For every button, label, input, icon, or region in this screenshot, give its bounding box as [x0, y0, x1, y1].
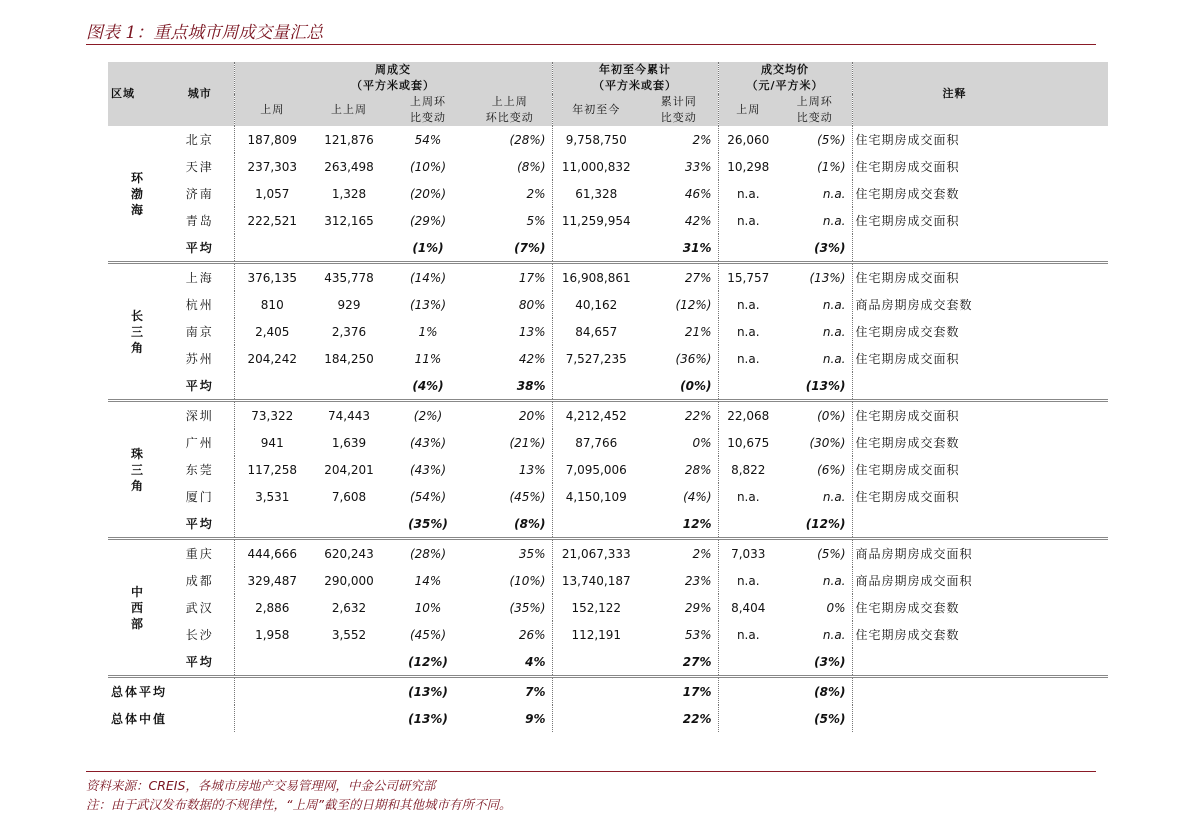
value-cell: (1%) — [817, 159, 846, 174]
value-cell: 10,298 — [718, 153, 778, 180]
value-cell: 2,632 — [331, 600, 367, 615]
value-cell: 312,165 — [324, 213, 374, 228]
note-cell: 住宅期房成交面积 — [852, 207, 1108, 234]
value-cell: (28%) — [388, 539, 468, 568]
value-cell: 237,303 — [234, 153, 310, 180]
value-cell: (30%) — [809, 435, 846, 450]
table-row — [108, 345, 1108, 372]
value-cell: (14%) — [388, 263, 468, 292]
value-cell: (35%) — [509, 600, 546, 615]
city-name: 深圳 — [166, 401, 234, 430]
city-name: 北京 — [185, 133, 214, 147]
value-cell: 11,259,954 — [552, 207, 640, 234]
value-cell: 22,068 — [718, 401, 778, 430]
table-row — [108, 263, 1108, 292]
value-cell: 4,212,452 — [552, 401, 640, 430]
city-name: 苏州 — [185, 352, 214, 366]
note-cell: 住宅期房成交面积 — [852, 401, 1108, 430]
note-cell: 住宅期房成交面积 — [852, 263, 1108, 292]
average-value — [310, 234, 388, 263]
city-name: 武汉 — [185, 601, 214, 615]
summary-label: 总体平均 — [108, 677, 234, 706]
value-cell: (20%) — [409, 186, 447, 201]
value-cell: n.a. — [718, 567, 778, 594]
value-cell: 2% — [692, 132, 712, 147]
value-cell: 112,191 — [552, 621, 640, 648]
value-cell: 40,162 — [552, 291, 640, 318]
average-value: 27% — [682, 654, 712, 669]
average-label: 平均 — [185, 517, 214, 531]
note-cell-empty — [852, 705, 1108, 732]
value-cell: n.a. — [718, 483, 778, 510]
value-cell: (54%) — [409, 489, 447, 504]
value-cell: (10%) — [409, 159, 447, 174]
value-cell: n.a. — [718, 318, 778, 345]
note-cell: 商品房期房成交面积 — [852, 539, 1108, 568]
value-cell: 184,250 — [324, 351, 374, 366]
note-cell: 住宅期房成交套数 — [852, 594, 1108, 621]
average-row — [108, 372, 1108, 401]
value-cell: 2,376 — [331, 324, 367, 339]
header-sub-2: 上周环 比变动 — [388, 94, 468, 126]
average-value — [234, 372, 310, 401]
average-value — [718, 648, 778, 677]
value-cell: 444,666 — [234, 539, 310, 568]
table-row — [108, 318, 1108, 345]
value-cell: (21%) — [509, 435, 546, 450]
average-row — [108, 234, 1108, 263]
average-value — [718, 234, 778, 263]
value-cell: 263,498 — [324, 159, 374, 174]
summary-row — [108, 677, 1108, 706]
value-cell: n.a. — [822, 324, 846, 339]
table-row — [108, 180, 1108, 207]
note-cell: 住宅期房成交面积 — [852, 456, 1108, 483]
average-value — [718, 372, 778, 401]
value-cell: 13,740,187 — [552, 567, 640, 594]
header-region: 区域 — [108, 62, 166, 126]
city-transaction-table — [108, 62, 1108, 732]
value-cell: 941 — [234, 429, 310, 456]
value-cell: 22% — [640, 401, 718, 430]
header-ytd-group: 年初至今累计 （平方米或套） — [552, 62, 718, 94]
summary-value — [234, 705, 310, 732]
note-cell: 住宅期房成交面积 — [852, 153, 1108, 180]
value-cell: 46% — [684, 186, 712, 201]
value-cell: 152,122 — [552, 594, 640, 621]
summary-value — [310, 677, 388, 706]
value-cell: 54% — [414, 132, 442, 147]
region-label: 长 三 角 — [108, 263, 166, 401]
value-cell: 329,487 — [234, 567, 310, 594]
value-cell: 33% — [684, 159, 712, 174]
average-value — [234, 648, 310, 677]
average-value: (12%) — [408, 654, 448, 669]
city-name: 南京 — [185, 325, 214, 339]
header-sub-0: 上周 — [234, 94, 310, 126]
note-cell-empty — [852, 648, 1108, 677]
average-value: (1%) — [412, 240, 444, 255]
average-label: 平均 — [185, 241, 214, 255]
summary-label: 总体中值 — [111, 712, 168, 726]
value-cell: n.a. — [822, 297, 846, 312]
value-cell: 1,328 — [331, 186, 367, 201]
average-value: (8%) — [514, 516, 546, 531]
value-cell: (12%) — [675, 297, 712, 312]
city-name: 济南 — [185, 187, 214, 201]
value-cell: 27% — [640, 263, 718, 292]
average-value: (7%) — [514, 240, 546, 255]
value-cell: 61,328 — [552, 180, 640, 207]
value-cell: (13%) — [409, 297, 447, 312]
value-cell: 1,958 — [234, 621, 310, 648]
average-value: (3%) — [814, 654, 846, 669]
footer-divider — [86, 771, 1096, 772]
value-cell: 10,675 — [718, 429, 778, 456]
value-cell: 87,766 — [552, 429, 640, 456]
average-value — [234, 510, 310, 539]
value-cell: 3,531 — [234, 483, 310, 510]
value-cell: (5%) — [778, 539, 852, 568]
value-cell: 73,322 — [234, 401, 310, 430]
summary-value: 22% — [682, 711, 712, 726]
value-cell: n.a. — [822, 213, 846, 228]
summary-value — [234, 677, 310, 706]
summary-value: (13%) — [408, 711, 448, 726]
value-cell: (6%) — [817, 462, 846, 477]
header-sub-7: 上周环 比变动 — [778, 94, 852, 126]
value-cell: 16,908,861 — [552, 263, 640, 292]
summary-value — [718, 705, 778, 732]
value-cell: 84,657 — [552, 318, 640, 345]
value-cell: (13%) — [778, 263, 852, 292]
table-row — [108, 207, 1108, 234]
header-price-group: 成交均价 （元/平方米） — [718, 62, 852, 94]
value-cell: n.a. — [822, 351, 846, 366]
summary-value: 7% — [468, 677, 552, 706]
value-cell: 35% — [468, 539, 552, 568]
value-cell: n.a. — [822, 186, 846, 201]
note-cell-empty — [852, 372, 1108, 401]
value-cell: 2,405 — [234, 318, 310, 345]
table-row — [108, 429, 1108, 456]
note-cell: 住宅期房成交套数 — [852, 318, 1108, 345]
average-value — [552, 510, 640, 539]
summary-value: (5%) — [814, 711, 846, 726]
average-value — [310, 510, 388, 539]
value-cell: 290,000 — [324, 573, 374, 588]
value-cell: (8%) — [517, 159, 546, 174]
value-cell: 620,243 — [310, 539, 388, 568]
value-cell: n.a. — [822, 573, 846, 588]
value-cell: 80% — [518, 297, 546, 312]
table-row — [108, 126, 1108, 153]
value-cell: 74,443 — [310, 401, 388, 430]
value-cell: 23% — [684, 573, 712, 588]
value-cell: (29%) — [409, 213, 447, 228]
header-weekly-group: 周成交 （平方米或套） — [234, 62, 552, 94]
source-note: 资料来源：CREIS，各城市房地产交易管理网，中金公司研究部 — [86, 778, 436, 793]
value-cell: 53% — [684, 627, 712, 642]
value-cell: 10% — [414, 600, 442, 615]
value-cell: 7,527,235 — [552, 345, 640, 372]
summary-value: 17% — [640, 677, 718, 706]
value-cell: n.a. — [718, 621, 778, 648]
value-cell: 929 — [337, 297, 361, 312]
average-value: 4% — [525, 654, 546, 669]
value-cell: 7,608 — [331, 489, 367, 504]
value-cell: 42% — [684, 213, 712, 228]
city-name: 长沙 — [185, 628, 214, 642]
note-cell-empty — [852, 510, 1108, 539]
note-cell: 住宅期房成交面积 — [852, 483, 1108, 510]
header-sub-4: 年初至今 — [552, 94, 640, 126]
header-sub-3: 上上周 环比变动 — [468, 94, 552, 126]
header-sub-5: 累计同 比变动 — [640, 94, 718, 126]
value-cell: 13% — [518, 462, 546, 477]
note-cell: 住宅期房成交面积 — [852, 345, 1108, 372]
summary-value: 9% — [525, 711, 546, 726]
average-value — [234, 234, 310, 263]
region-label: 环 渤 海 — [130, 170, 143, 217]
value-cell: 810 — [234, 291, 310, 318]
value-cell: 13% — [518, 324, 546, 339]
value-cell: 4,150,109 — [552, 483, 640, 510]
average-value: 38% — [516, 378, 546, 393]
note-cell: 住宅期房成交套数 — [852, 621, 1108, 648]
note-cell-empty — [852, 234, 1108, 263]
value-cell: (4%) — [683, 489, 712, 504]
value-cell: (43%) — [409, 435, 447, 450]
average-label: 平均 — [185, 655, 214, 669]
table-row — [108, 291, 1108, 318]
table-row — [108, 401, 1108, 430]
note-cell: 住宅期房成交套数 — [852, 429, 1108, 456]
value-cell: n.a. — [718, 345, 778, 372]
city-name: 天津 — [185, 160, 214, 174]
value-cell: 2% — [526, 186, 546, 201]
average-value: (13%) — [805, 378, 846, 393]
value-cell: 0% — [692, 435, 712, 450]
value-cell: 204,201 — [324, 462, 374, 477]
value-cell: 117,258 — [234, 456, 310, 483]
value-cell: 187,809 — [234, 126, 310, 153]
city-name: 成都 — [185, 574, 214, 588]
value-cell: n.a. — [822, 627, 846, 642]
average-value: (3%) — [814, 240, 846, 255]
value-cell: n.a. — [718, 207, 778, 234]
value-cell: 2,886 — [234, 594, 310, 621]
value-cell: 26% — [518, 627, 546, 642]
average-value: 12% — [682, 516, 712, 531]
figure-title: 图表 1：重点城市周成交量汇总 — [86, 23, 324, 43]
average-value: (4%) — [412, 378, 444, 393]
value-cell: n.a. — [822, 489, 846, 504]
header-sub-1: 上上周 — [310, 94, 388, 126]
summary-value — [310, 705, 388, 732]
value-cell: (45%) — [409, 627, 447, 642]
city-name: 广州 — [185, 436, 214, 450]
value-cell: 7,095,006 — [552, 456, 640, 483]
average-value — [310, 648, 388, 677]
value-cell: (2%) — [388, 401, 468, 430]
average-label: 平均 — [185, 379, 214, 393]
value-cell: 121,876 — [324, 132, 374, 147]
summary-row — [108, 705, 1108, 732]
value-cell: 3,552 — [331, 627, 367, 642]
value-cell: 1% — [418, 324, 438, 339]
value-cell: 28% — [684, 462, 712, 477]
average-row — [108, 510, 1108, 539]
value-cell: 8,822 — [718, 456, 778, 483]
header-sub-6: 上周 — [718, 94, 778, 126]
value-cell: (28%) — [509, 132, 546, 147]
summary-value — [552, 705, 640, 732]
value-cell: 222,521 — [234, 207, 310, 234]
value-cell: 29% — [684, 600, 712, 615]
note-cell: 商品房期房成交套数 — [852, 291, 1108, 318]
summary-value — [552, 677, 640, 706]
city-name: 青岛 — [185, 214, 214, 228]
average-value: (12%) — [805, 516, 846, 531]
summary-value — [718, 677, 778, 706]
value-cell: (43%) — [409, 462, 447, 477]
value-cell: 20% — [468, 401, 552, 430]
region-label: 珠 三 角 — [108, 401, 166, 539]
value-cell: 26,060 — [718, 126, 778, 153]
value-cell: 435,778 — [310, 263, 388, 292]
average-value — [310, 372, 388, 401]
value-cell: 0% — [826, 600, 846, 615]
value-cell: 204,242 — [234, 345, 310, 372]
header-note: 注释 — [852, 62, 1108, 126]
value-cell: 376,135 — [234, 263, 310, 292]
header-city: 城市 — [166, 62, 234, 126]
value-cell: 15,757 — [718, 263, 778, 292]
value-cell: 7,033 — [718, 539, 778, 568]
table-row — [108, 567, 1108, 594]
note-cell: 住宅期房成交面积 — [852, 126, 1108, 153]
table-row — [108, 153, 1108, 180]
value-cell: (45%) — [509, 489, 546, 504]
value-cell: 5% — [526, 213, 546, 228]
note-cell-empty — [852, 677, 1108, 706]
value-cell: 21% — [684, 324, 712, 339]
note-cell: 商品房期房成交面积 — [852, 567, 1108, 594]
value-cell: 9,758,750 — [552, 126, 640, 153]
value-cell: 1,639 — [331, 435, 367, 450]
value-cell: 11% — [414, 351, 442, 366]
value-cell: 17% — [468, 263, 552, 292]
region-label: 中 西 部 — [108, 539, 166, 677]
value-cell: 14% — [414, 573, 442, 588]
city-name: 重庆 — [166, 539, 234, 568]
value-cell: (10%) — [509, 573, 546, 588]
value-cell: 11,000,832 — [552, 153, 640, 180]
summary-value: (13%) — [388, 677, 468, 706]
average-value — [552, 648, 640, 677]
city-name: 上海 — [166, 263, 234, 292]
table-row — [108, 456, 1108, 483]
table-row — [108, 621, 1108, 648]
value-cell: 2% — [640, 539, 718, 568]
average-value — [552, 234, 640, 263]
note-cell: 住宅期房成交套数 — [852, 180, 1108, 207]
value-cell: (0%) — [778, 401, 852, 430]
value-cell: (5%) — [817, 132, 846, 147]
table-row — [108, 483, 1108, 510]
city-name: 东莞 — [185, 463, 214, 477]
data-note: 注：由于武汉发布数据的不规律性，“上周”截至的日期和其他城市有所不同。 — [86, 797, 512, 812]
average-value — [552, 372, 640, 401]
city-name: 杭州 — [185, 298, 214, 312]
value-cell: 1,057 — [234, 180, 310, 207]
value-cell: (36%) — [675, 351, 712, 366]
average-value: (0%) — [680, 378, 712, 393]
table-row — [108, 539, 1108, 568]
city-name: 厦门 — [185, 490, 214, 504]
value-cell: n.a. — [718, 180, 778, 207]
value-cell: 8,404 — [718, 594, 778, 621]
average-value — [718, 510, 778, 539]
summary-value: (8%) — [778, 677, 852, 706]
title-divider — [86, 44, 1096, 45]
average-value: 31% — [682, 240, 712, 255]
value-cell: 21,067,333 — [552, 539, 640, 568]
value-cell: n.a. — [718, 291, 778, 318]
table-row — [108, 594, 1108, 621]
value-cell: 42% — [518, 351, 546, 366]
average-value: (35%) — [408, 516, 448, 531]
average-row — [108, 648, 1108, 677]
